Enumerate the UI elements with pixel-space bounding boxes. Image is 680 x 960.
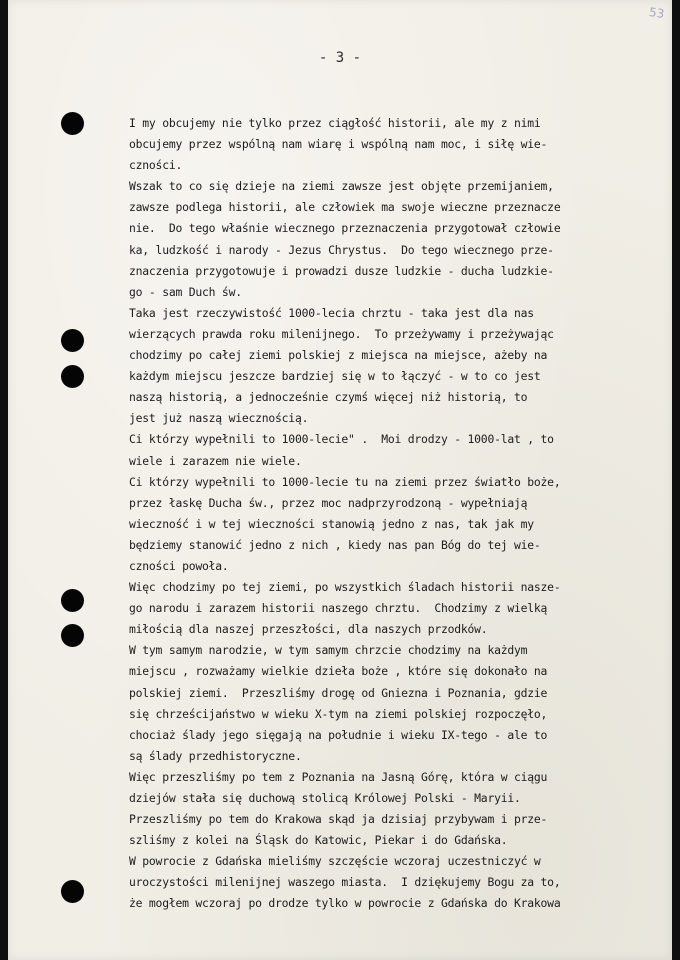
text-line: Ci którzy wypełnili to 1000-lecie tu na ziemi przez światło boże, — [129, 474, 561, 489]
page-number: - 3 - — [318, 50, 362, 66]
text-line: go - sam Duch św. — [129, 284, 242, 299]
text-line: chodzimy po całej ziemi polskiej z miejsca na miejsce, ażeby na — [129, 348, 548, 363]
text-line: będziemy stanowić jedno z nich , kiedy nas pan Bóg do tej wie- — [129, 537, 541, 552]
text-line: W tym samym narodzie, w tym samym chrzcie chodzimy na każdym — [129, 643, 528, 658]
punch-hole — [61, 112, 84, 135]
text-line: go narodu i zarazem historii naszego chrztu. Chodzimy z wielką — [129, 601, 548, 616]
text-line: obcujemy przez wspólną nam wiarę i wspólną nam moc, i siłę wie- — [129, 137, 548, 152]
punch-hole — [61, 880, 84, 903]
text-line: szliśmy z kolei na Śląsk do Katowic, Piekar i do Gdańska. — [129, 833, 508, 848]
text-line: są ślady przedhistoryczne. — [129, 748, 302, 763]
text-line: wiele i zarazem nie wiele. — [129, 453, 302, 468]
text-line: że mogłem wczoraj po drodze tylko w powrocie z Gdańska do Krakowa — [129, 896, 561, 911]
text-line: I my obcujemy nie tylko przez ciągłość historii, ale my z nimi — [129, 116, 541, 130]
punch-hole — [61, 329, 84, 352]
text-line: znaczenia przygotowuje i prowadzi dusze ludzkie - ducha ludzkie- — [129, 263, 554, 278]
text-line: W powrocie z Gdańska mieliśmy szczęście wczoraj uczestniczyć w — [129, 854, 541, 869]
text-line: chociaż ślady jego sięgają na południe i wieku IX-tego - ale to — [129, 727, 548, 742]
text-line: przez łaskę Ducha św., przez moc nadprzyrodzoną - wypełniają — [129, 495, 528, 510]
text-line: Taka jest rzeczywistość 1000-lecia chrztu - taka jest dla nas — [129, 305, 534, 320]
text-line: miłością dla naszej przeszłości, dla naszych przodków. — [129, 622, 488, 637]
text-line: polskiej ziemi. Przeszliśmy drogę od Gniezna i Poznania, gdzie — [129, 685, 548, 700]
punch-hole — [61, 365, 84, 388]
text-line: każdym miejscu jeszcze bardziej się w to łączyć - w to co jest — [129, 369, 541, 384]
text-line: Przeszliśmy po tem do Krakowa skąd ja dzisiaj przybywam i prze- — [129, 812, 548, 827]
text-line: się chrześcijaństwo w wieku X-tym na ziemi polskiej rozpoczęło, — [129, 706, 548, 721]
text-line: wierzących prawda roku milenijnego. To przeżywamy i przeżywając — [129, 326, 554, 341]
text-line: Ci którzy wypełnili to 1000-lecie" . Moi drodzy - 1000-lat , to — [129, 432, 554, 447]
text-line: Wszak to co się dzieje na ziemi zawsze jest objęte przemijaniem, — [129, 179, 554, 194]
text-line: jest już naszą wiecznością. — [129, 411, 309, 426]
punch-hole — [61, 624, 84, 647]
text-line: czności powoła. — [129, 558, 229, 573]
text-line: Więc chodzimy po tej ziemi, po wszystkich śladach historii nasze- — [129, 580, 561, 595]
text-line: Więc przeszliśmy po tem z Poznania na Jasną Górę, która w ciągu — [129, 769, 548, 784]
text-line: miejscu , rozważamy wielkie dzieła boże , które się dokonało na — [129, 664, 548, 679]
text-line: dziejów stała się duchową stolicą Królowej Polski - Maryii. — [129, 791, 521, 805]
punch-hole — [61, 589, 84, 612]
text-line: wieczność i w tej wieczności stanowią jedno z nas, tak jak my — [129, 516, 534, 531]
text-line: nie. Do tego właśnie wiecznego przeznaczenia przygotował człowie — [129, 221, 561, 236]
text-line: ka, ludzkość i narody - Jezus Chrystus. Do tego wiecznego prze- — [129, 242, 554, 257]
text-line: zawsze podlega historii, ale człowiek ma swoje wieczne przeznacze — [129, 200, 561, 215]
archive-stamp: 53 — [647, 5, 665, 21]
text-line: czności. — [129, 158, 183, 173]
text-line: uroczystości milenijnej waszego miasta. I dziękujemy Bogu za to, — [129, 875, 561, 890]
text-line: naszą historią, a jednocześnie czymś więcej niż historią, to — [129, 390, 528, 405]
typed-text-body — [129, 113, 674, 915]
